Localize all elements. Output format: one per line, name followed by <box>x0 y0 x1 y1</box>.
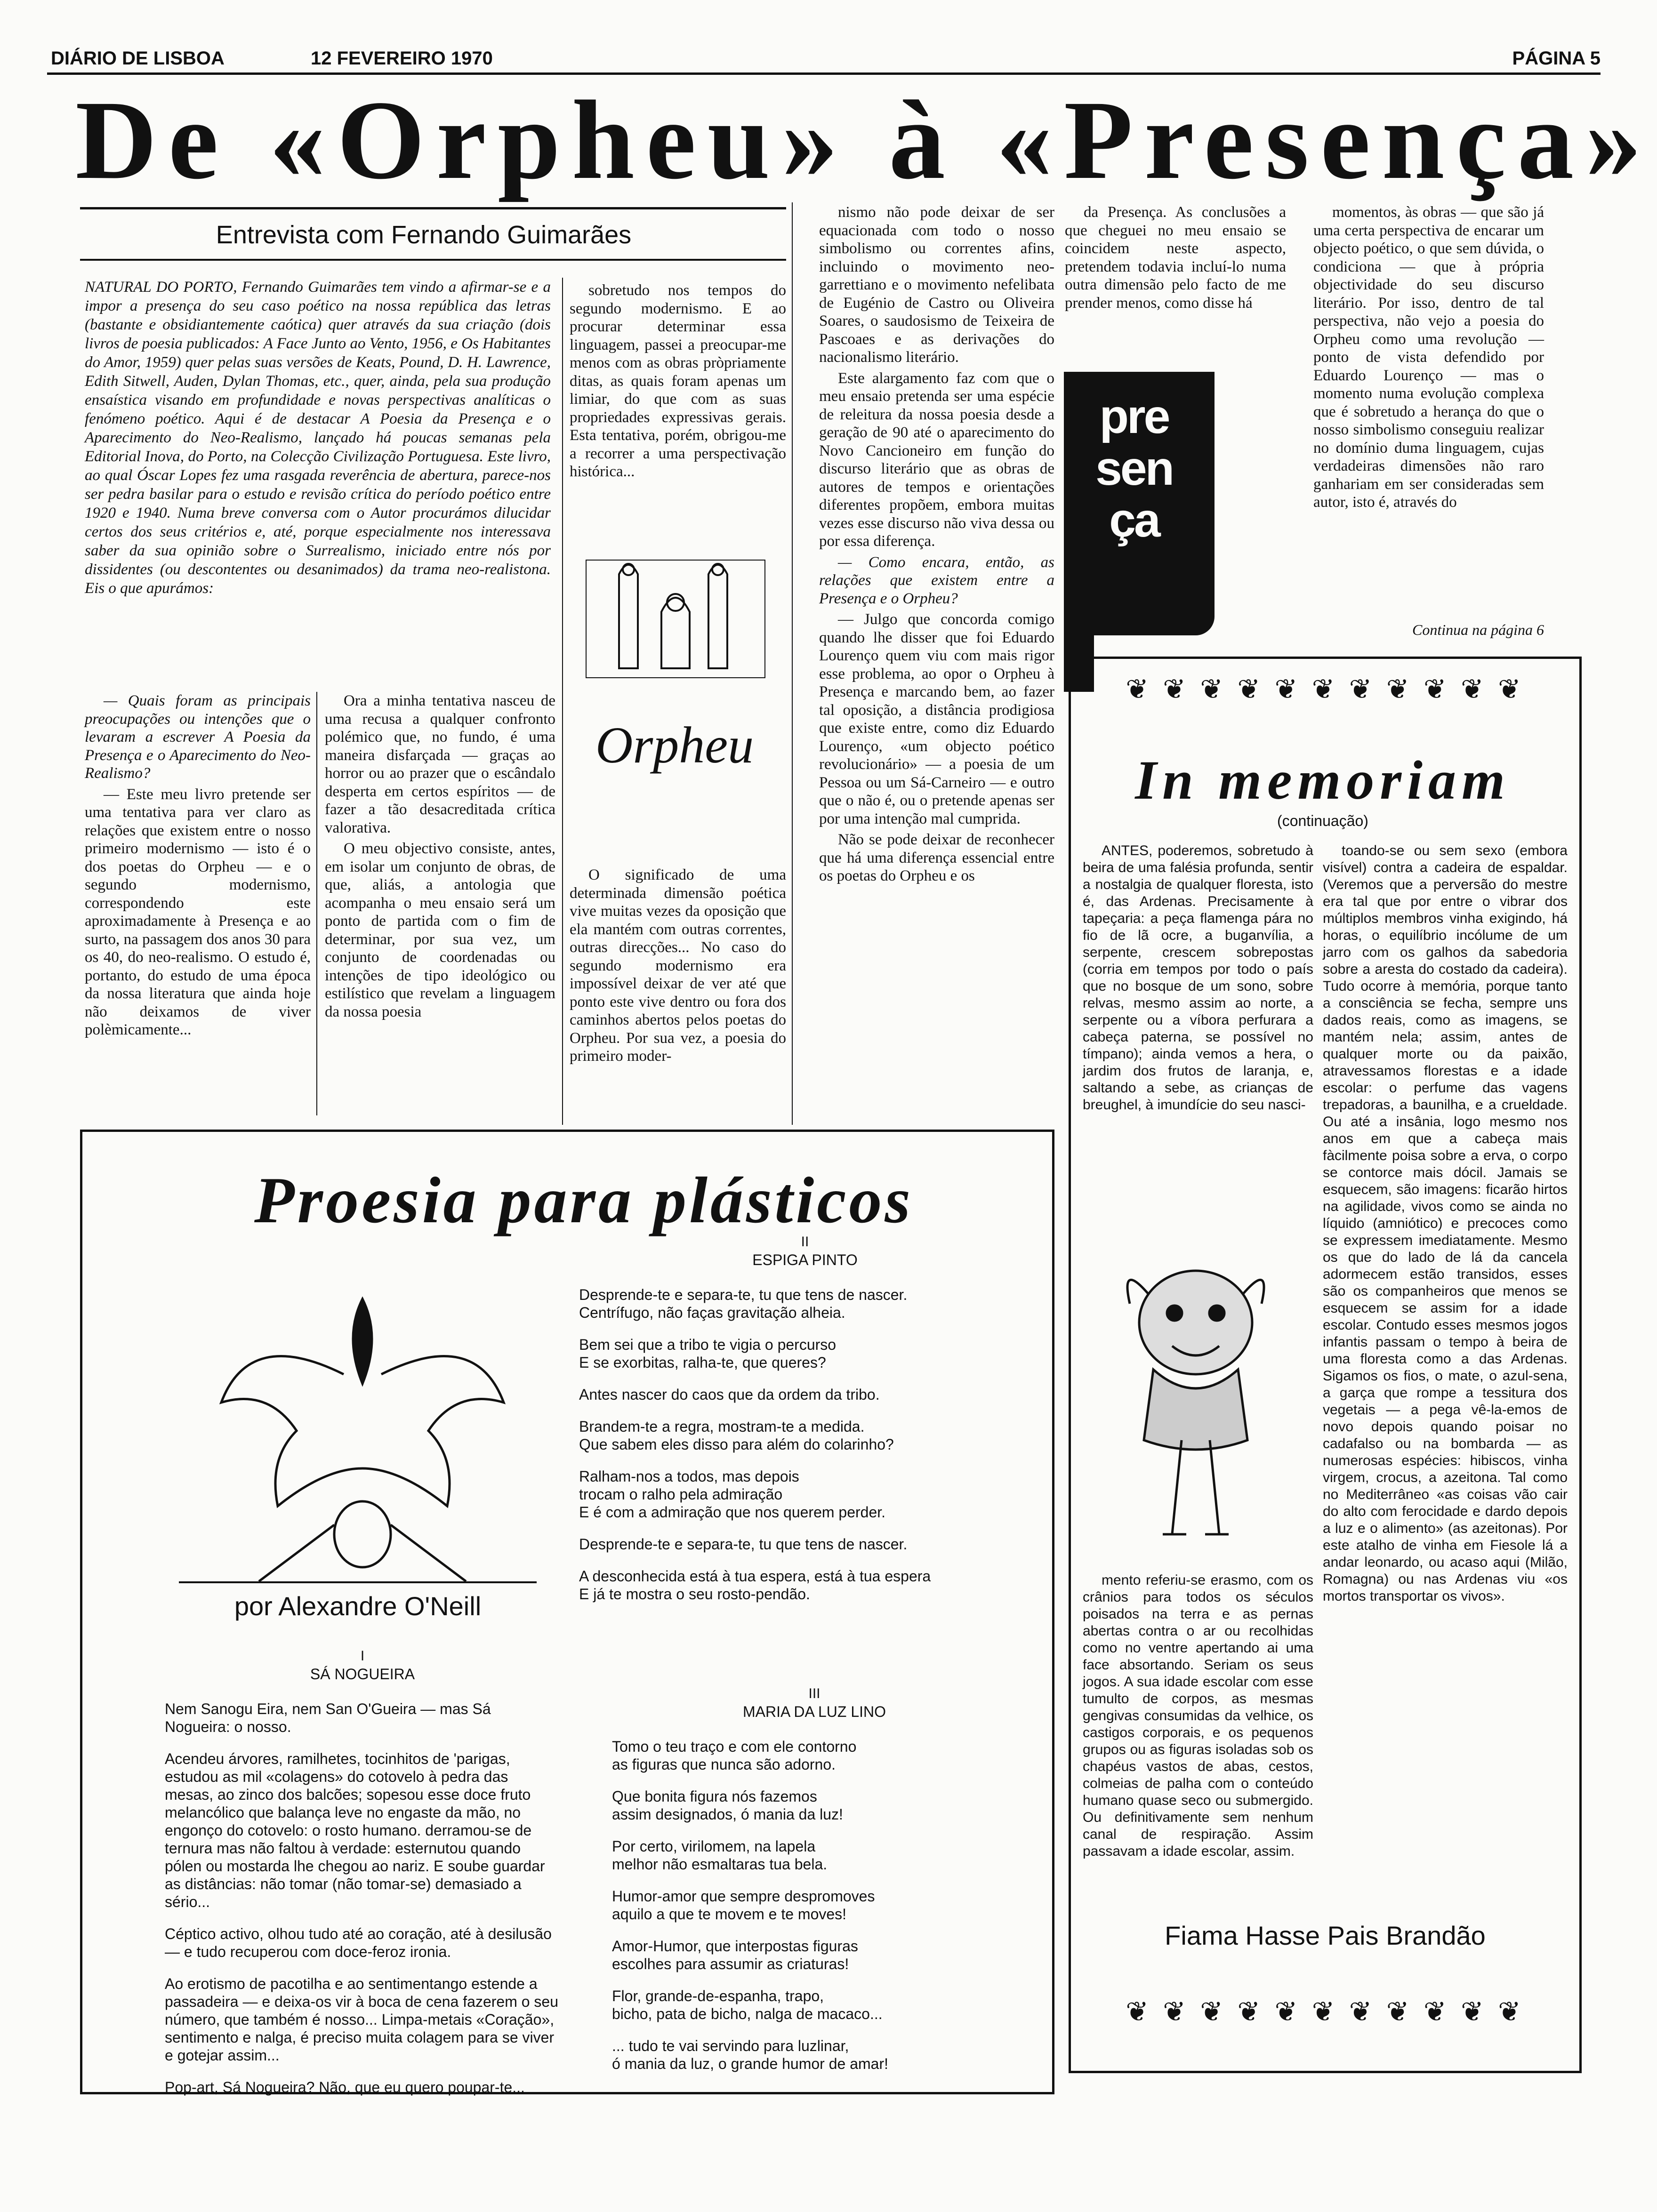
paragraph: Não se pode deixar de reconhecer que há uma diferença essencial entre os poetas do Orpheu e os <box>819 831 1054 884</box>
page-number: PÁGINA 5 <box>1512 48 1601 69</box>
paragraph: toando-se ou sem sexo (embora visível) contra a cadeira de espaldar. (Veremos que a perversão do mestre era tal que por entre o vibrar dos múltiplos membros vinha exigindo, há horas, o equilíbrio incólume de um jarro com os galhos da sabedoria sobre a aresta do costado da cadeira). Tudo ocorre à memória, porque tanto a consciência se fecha, sempre uns dados reais, como as imagens, se mantém nela; assim, antes de qualquer morte ou da paixão, atravessamos florestas e a idade escolar: o perfume das vagens trepadoras, a baunilha, e a crueldade. Ou até a insânia, logo mesmo nos anos em que a cabeça mais fàcilmente poisa sobre a erva, o corpo se contorce mais dócil. Jamais se esquecem, são imagens: ficarão hirtos na agilidade, vivos como se ainda no líquido (amniótico) e precoces como se expressem imediatamente. Mesmo os que do lado de lá da cancela adormecem estão transidos, esses são os companheiros que menos se esquecem se assim for a idade escolar. Contudo esses mesmos jogos infantis passam o tempo à beira de uma floresta como a das Ardenas. Sigamos os fios, o mate, o azul-sena, a garça que rompe a tessitura dos vegetais — a pega vê-la-emos de novo depois quando poisar no cadafalso ou na bombarda — as numerosas espécies: hibiscos, vinha virgem, crocus, a azeitona. Tal como no Mediterrâneo «as coisas vão cair do alto com ferocidade e dardo depois a luz e o alimento» (as azeitonas). Por este atalho de vinha em Fiesole lá a andar leonardo, ou acaso aqui (Milão, Romagna) ou nas Ardenas viu «os mortos transportar os vivos». <box>1323 843 1568 1604</box>
logo-lettering: pre sen ça <box>1095 390 1173 547</box>
page-headline: De «Orpheu» à «Presença» <box>75 77 1653 202</box>
paragraph: nismo não pode deixar de ser equacionada com todo o nosso simbolismo ou correntes afins, incluindo o movimento neo-garrettiano e o movimento nefelibata de Eugénio de Castro ou Oliveira Soares, o saudosismo de Teixeira de Pascoaes e as derivações do nacionalismo literário. <box>819 204 1054 366</box>
byline-rule <box>179 1581 537 1583</box>
stanza: Nem Sanogu Eira, nem San O'Gueira — mas Sá Nogueira: o nosso. <box>165 1700 491 1735</box>
paragraph: Ora a minha tentativa nasceu de uma recusa a qualquer confronto polémico que, no fundo, é uma maneira disfarçada — graças ao horror ou ao prazer que o escândalo desperta em certos espíritos — de fazer a tão desacreditada crítica valorativa. <box>325 692 555 836</box>
top-ornament-icon: ❦ ❦ ❦ ❦ ❦ ❦ ❦ ❦ ❦ ❦ ❦ <box>1126 674 1525 705</box>
question: — Como encara, então, as relações que existem entre a Presença e o Orpheu? <box>819 553 1054 607</box>
stanza: Amor-Humor, que interpostas figuras escolhes para assumir as criaturas! <box>612 1938 858 1972</box>
paragraph: — Este meu livro pretende ser uma tentativa para ver claro as relações que existem entre o nosso primeiro modernismo — isto é o dos poetas do Orpheu — e o segundo modernismo, correspondendo este aproximadamente à Presença e ao surto, na passagem dos anos 30 para os 40, do neo-realismo. O estudo é, portanto, do estudo de uma época da nossa literatura que ainda hoje não deixamos de viver polèmicamente... <box>85 785 311 1038</box>
stanza: Tomo o teu traço e com ele contorno as figuras que nunca são adorno. <box>612 1738 857 1773</box>
bottom-ornament-icon: ❦ ❦ ❦ ❦ ❦ ❦ ❦ ❦ ❦ ❦ ❦ <box>1126 1996 1525 2027</box>
stanza: Bem sei que a tribo te vigia o percurso E se exorbitas, ralha-te, que queres? <box>579 1336 837 1371</box>
stanza: Acendeu árvores, ramilhetes, tocinhitos de 'parigas, estudou as mil «colagens» do cotovelo à pedra das mesas, ao zinco dos balcões; sopesou esse doce fruto melancólico que balança leve no engaste da mão, no engonço do cotovelo: o rosto humano. derramou-se de ternura mas não faltou à verdade: esternutou quando pólen ou mostarda lhe chegou ao nariz. E soube guardar as distâncias: não tomar (não tomar-se) demasiado a sério... <box>165 1750 545 1910</box>
stanza: Brandem-te a regra, mostram-te a medida. Que sabem eles disso para além do colarinho? <box>579 1418 894 1453</box>
poem-number: II <box>801 1234 809 1250</box>
stanza: Ao erotismo de pacotilha e ao sentimentango estende a passadeira — e deixa-os vir à boca de cena fazerem o seu número, que também é nosso... Limpa-metais «Coração», sentimento e nalga, é preciso muita colagem para se viver e gotejar assim... <box>165 1975 559 2064</box>
interview-column-4 <box>819 203 1054 1126</box>
stanza: Céptico activo, olhou tudo até ao coração, até à desilusão — e tudo recuperou com doce-feroz ironia. <box>165 1925 552 1960</box>
paragraph: ANTES, poderemos, sobretudo à beira de uma falésia profunda, sentir a nostalgia de qualquer floresta, isto é, das Ardenas. Precisamente à tapeçaria: a peça flamenga pára no fio de lã ocre, a buganvília, a serpente, crescem sobrepostas (corria em tempos por todo o país que no bosque de um sono, sobre relvas, mesmo assim ao norte, a serpente ou a víbora perfurara a cabeça paterna, se possível no tímpano); ainda vemos a hera, o jardim dos frutos de laranja, e, saltando a sebe, as crianças de breughel, à imundície do seu nasci- <box>1083 843 1313 1113</box>
continuation-note: Continua na página 6 <box>1412 621 1544 638</box>
paragraph: Este alargamento faz com que o meu ensaio pretenda ser uma espécie de releitura da nossa poesia desde a geração de 90 até o aparecimento do Novo Cancioneiro em função do discurso literário que as obras de autores de tempos e orientações diferentes propõem, embora muitas vezes esse discurso não viva dessa ou por essa diferença. <box>819 369 1054 550</box>
poem-maria-da-luz-lino <box>612 1685 1017 2071</box>
stanza: A desconhecida está à tua espera, está à tua espera E já te mostra o seu rosto-pendão. <box>579 1568 931 1603</box>
stanza: Por certo, virilomem, na lapela melhor não esmaltaras tua bela. <box>612 1838 828 1873</box>
memoriam-column-left-bottom <box>1083 1572 1313 1873</box>
stanza: Humor-amor que sempre despromoves aquilo a que te movem e te moves! <box>612 1888 875 1923</box>
drawing-signature: Orpheu <box>595 716 754 774</box>
stanza: Antes nascer do caos que da ordem da tribo. <box>579 1386 880 1403</box>
poem-number: I <box>360 1648 365 1664</box>
stanza: Ralham-nos a todos, mas depois trocam o ralho pela admiração E é com a admiração que nos querem perder. <box>579 1468 886 1521</box>
interview-subtitle: Entrevista com Fernando Guimarães <box>216 221 632 249</box>
memoriam-author: Fiama Hasse Pais Brandão <box>1165 1921 1486 1950</box>
subtitle-rule-top <box>80 207 786 209</box>
memoriam-column-right <box>1323 842 1568 1864</box>
paragraph: O significado de uma determinada dimensão poética vive muitas vezes da oposição que ela mantém com outras correntes, outras direcções... No caso do segundo modernismo era impossível deixar de ver até que ponto este vive dentro ou fora dos caminhos abertos pelos poetas do Orpheu. Por sua vez, a poesia do primeiro moder- <box>570 866 786 1065</box>
column-divider <box>316 692 317 1115</box>
presenca-logo <box>1064 372 1215 635</box>
stanza: Desprende-te e separa-te, tu que tens de nascer. Centrífugo, não faças gravitação alheia. <box>579 1286 908 1321</box>
memoriam-column-left-top <box>1083 842 1313 1266</box>
publication-name: DIÁRIO DE LISBOA <box>51 48 225 69</box>
paragraph: O meu objectivo consiste, antes, em isolar um conjunto de obras, de que, aliás, a antologia que acompanha o meu ensaio será um ponto de partida com o fim de determinar, por sua vez, um conjunto de coordenadas ou intenções de tipo ideológico ou estilístico que revelam a linguagem da nossa poesia <box>325 840 555 1020</box>
column-divider <box>792 202 793 1125</box>
proesia-author: por Alexandre O'Neill <box>234 1591 482 1621</box>
column-divider <box>562 278 563 1125</box>
proesia-title: Proesia para plásticos <box>254 1164 913 1237</box>
angel-illustration <box>202 1271 523 1600</box>
poem-number: III <box>808 1686 820 1701</box>
stanza: ... tudo te vai servindo para luzlinar, ó mania da luz, o grande humor de amar! <box>612 2037 888 2072</box>
stanza: Flor, grande-de-espanha, trapo, bicho, pata de bicho, nalga de macaco... <box>612 1988 883 2022</box>
interview-column-5 <box>1065 203 1286 363</box>
paragraph: — Julgo que concorda comigo quando lhe disser que foi Eduardo Lourenço quem viu com mais rigor esse problema, ao opor o Orpheu à Presença e marcando bem, ao fazer tal oposição, a distância prodigiosa que existe entre, como diz Eduardo Lourenço, «um objecto poético revolucionário» — a poesia de um Pessoa ou um Sá-Carneiro — e outro que o não é, ou o pretende apenas ser por uma intenção mal cumprida. <box>819 611 1054 827</box>
masthead <box>47 45 1601 72</box>
stanza: Pop-art, Sá Nogueira? Não, que eu quero poupar-te... <box>165 2079 525 2096</box>
paragraph: sobretudo nos tempos do segundo modernismo. E ao procurar determinar essa linguagem, passei a preocupar-me menos com as obras pròpriamente ditas, as quais foram apenas um limiar, do que com as suas propriedades expressivas gerais. Esta tentativa, porém, obrigou-me a recorrer a uma perspectivação histórica... <box>570 282 786 480</box>
interview-intro: NATURAL DO PORTO, Fernando Guimarães tem vindo a afirmar-se e a impor a presença do seu caso poético na nossa república das letras (bastante e obsidiantemente caótica) quer através da sua criação (dois livros de poesia publicados: A Face Junto ao Vento, 1956, e Os Habitantes do Amor, 1959) quer pelas suas versões de Keats, Pound, D. H. Lawrence, Edith Sitwell, Auden, Dylan Thomas, etc., quer, ainda, pela sua produção ensaística visando em profundidade e novas perspectivas analíticas o fenómeno poético. Aqui é de destacar A Poesia da Presença e o Aparecimento do Neo-Realismo, lançado há poucas semanas pela Editorial Inova, do Porto, na Colecção Civilização Portuguesa. Este livro, ao qual Óscar Lopes fez uma rasgada reverência de abertura, parece-nos ser pedra basilar para o estudo e revisão crítica do período poético entre 1920 e 1940. Numa breve conversa com o Autor procurámos dilucidar certos dos seus critérios e, até, porque especialmente nos interessava saber da sua opinião sobre o Surrealismo, iniciado entre nós por dissidentes (ou descontentes ou desanimados) da trama neo-realistona. Eis o que apurámos: <box>85 279 551 597</box>
memoriam-title: In memoriam <box>1135 749 1511 811</box>
interview-column-3-bottom <box>570 866 786 1130</box>
poem-espiga-pinto <box>579 1233 1031 1619</box>
poem-sa-nogueira <box>165 1647 560 2096</box>
masthead-rule <box>47 72 1601 75</box>
paragraph: da Presença. As conclusões a que cheguei no meu ensaio se coincidem neste aspecto, pretendem todavia incluí-lo numa outra dimensão pelo facto de me prender menos, como disse há <box>1065 204 1286 312</box>
subtitle-rule-bottom <box>80 259 786 261</box>
interview-column-3-top <box>570 281 786 521</box>
question: — Quais foram as principais preocupações ou intenções que o levaram a escrever A Poesia da Presença e o Aparecimento do Neo-Realismo? <box>85 692 311 782</box>
interview-column-6 <box>1313 203 1544 617</box>
paragraph: mento referiu-se erasmo, com os crânios para todos os séculos poisados na terra e as pernas abertas contra o ar ou recolhidas como no ventre apertando ai uma face absortando. Seriam os seus jogos. A sua idade escolar com esse tumulto de corpos, as mesmas gengivas consumidas da velhice, os castigos corporais, e os pequenos grupos ou as figuras isoladas sob os chapéus vastos de abas, cestos, colmeias de palha com o conteúdo humano quase seco ou submergido. Ou definitivamente sem nenhum canal de respiração. Assim passavam a idade escolar, assim. <box>1083 1572 1313 1859</box>
stanza: Que bonita figura nós fazemos assim designados, ó mania da luz! <box>612 1788 843 1823</box>
paragraph: momentos, às obras — que são já uma certa perspectiva de encarar um objecto poético, o que sem dúvida, o condiciona — que à própria objectividade do seu discurso literário. Por isso, dentro de tal perspectiva, não vejo a poesia do Orpheu como uma revolução — ponto de vista defendido por Eduardo Lourenço — mas o momento numa evolução complexa que é sobretudo a herança do que o nosso simbolismo conseguiu realizar no domínio duma linguagem, cujas verdadeiras dimensões não raro ganhariam em ser consideradas sem autor, isto é, através do <box>1313 204 1544 511</box>
stanza: Desprende-te e separa-te, tu que tens de nascer. <box>579 1536 908 1553</box>
memoriam-continuation: (continuação) <box>1277 812 1368 829</box>
poem-title: SÁ NOGUEIRA <box>310 1666 415 1683</box>
issue-date: 12 FEVEREIRO 1970 <box>311 48 493 69</box>
faun-illustration <box>1111 1252 1280 1553</box>
orpheu-drawing <box>567 546 793 847</box>
poem-title: MARIA DA LUZ LINO <box>742 1703 886 1720</box>
interview-column-1 <box>85 692 311 1125</box>
interview-column-2 <box>325 692 555 1125</box>
poem-title: ESPIGA PINTO <box>752 1251 858 1268</box>
